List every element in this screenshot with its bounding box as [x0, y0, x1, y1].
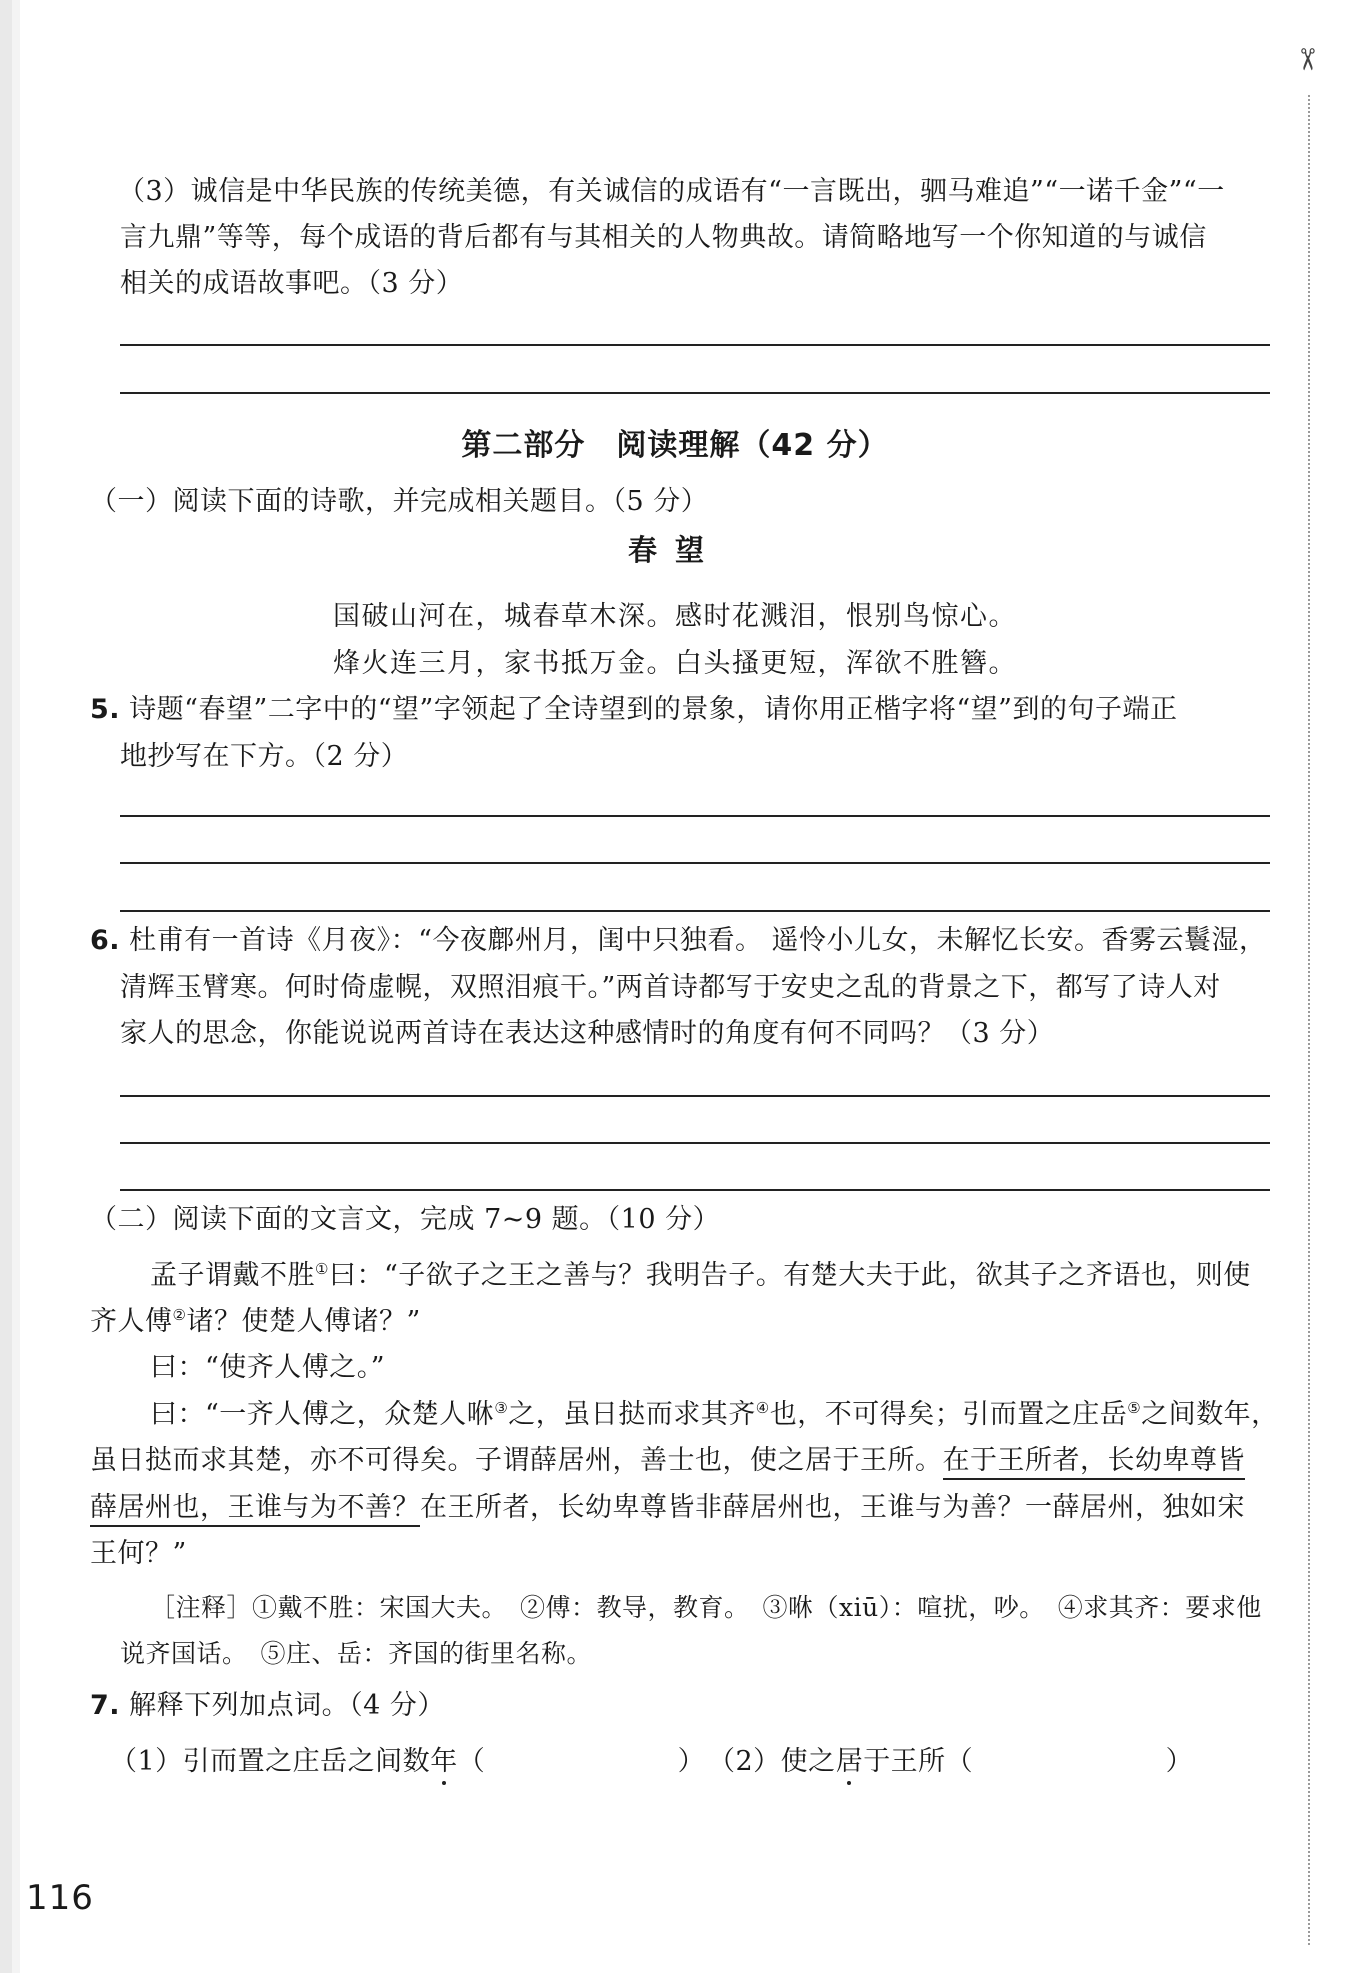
q6-line2: 清辉玉臂寒。何时倚虚幌，双照泪痕干。”两首诗都写于安史之乱的背景之下，都写了诗人对 — [120, 972, 1221, 1003]
q5-number: 5. — [90, 694, 121, 725]
q3-line1: （3）诚信是中华民族的传统美德，有关诚信的成语有“一言既出，驷马难追”“一诺千金”“一 — [118, 176, 1225, 207]
answer-line[interactable] — [120, 392, 1270, 394]
answer-line[interactable] — [120, 910, 1270, 912]
answer-line[interactable] — [120, 1095, 1270, 1097]
poem-line-1: 国破山河在，城春草木深。感时花溅泪，恨别鸟惊心。 — [333, 601, 1017, 632]
q7-line — [90, 1682, 1280, 1729]
emphasis-dot — [442, 1781, 446, 1785]
answer-line[interactable] — [120, 815, 1270, 817]
q7-item-2-text: （2）使之 — [708, 1746, 836, 1777]
q7-text: 解释下列加点词。（4 分） — [129, 1690, 445, 1721]
q7-number: 7. — [90, 1690, 121, 1721]
passage-text: 齐人傅 — [90, 1306, 173, 1337]
footnote-ref: ④ — [755, 1399, 770, 1417]
passage-text: 虽日挞而求其楚，亦不可得矣。子谓薛居州，善士也，使之居于王所。 — [90, 1445, 943, 1476]
passage-para-2: 曰：“使齐人傅之。” — [150, 1352, 386, 1383]
footnote-ref: ③ — [494, 1399, 509, 1417]
emphasis-dot — [847, 1781, 851, 1785]
footnote-ref: ① — [315, 1260, 329, 1278]
footnote-ref: ⑤ — [1127, 1399, 1142, 1417]
passage-text: 也，不可得矣；引而置之庄岳 — [769, 1399, 1128, 1430]
notes-line1: ［注释］①戴不胜：宋国大夫。 ②傅：教导，教育。 ③咻（xiū）：喧扰，吵。 ④求其齐：要求他 — [150, 1593, 1262, 1622]
answer-line[interactable] — [120, 862, 1270, 864]
answer-line[interactable] — [120, 1142, 1270, 1144]
q5-line2: 地抄写在下方。（2 分） — [120, 741, 409, 772]
q5-line1 — [90, 686, 1280, 733]
answer-line[interactable] — [120, 344, 1270, 346]
passage-para-1b — [90, 1298, 1280, 1345]
passage-para-3b — [90, 1437, 1280, 1484]
q7-item-2-blank[interactable]: 于王所（ ） — [863, 1746, 1194, 1777]
footnote-ref: ② — [172, 1306, 187, 1324]
page-binding-edge — [0, 0, 12, 1973]
passage-text: 曰：“一齐人傅之，众楚人咻 — [150, 1399, 495, 1430]
page-binding-shadow — [12, 0, 20, 1973]
q6-line3: 家人的思念，你能说说两首诗在表达这种感情时的角度有何不同吗？（3 分） — [120, 1018, 1055, 1049]
page-number: 116 — [26, 1878, 94, 1918]
q7-item-2[interactable] — [708, 1738, 1193, 1785]
passage-text: 在王所者，长幼卑尊皆非薛居州也，王谁与为善？一薛居州，独如宋 — [420, 1492, 1245, 1523]
answer-line[interactable] — [120, 1189, 1270, 1191]
q7-item-1-text: （1）引而置之庄岳之间数 — [110, 1746, 431, 1777]
q3-line2: 言九鼎”等等，每个成语的背后都有与其相关的人物典故。请简略地写一个你知道的与诚信 — [120, 222, 1207, 253]
passage-para-3c — [90, 1484, 1280, 1531]
q7-item-1-blank[interactable]: （ ） — [457, 1746, 706, 1777]
section-title: 第二部分 阅读理解（42 分） — [461, 428, 889, 463]
q6-line1 — [90, 917, 1280, 964]
passage-text: 曰：“子欲子之王之善与？我明告子。有楚大夫于此，欲其子之齐语也，则使 — [328, 1260, 1251, 1291]
passage-text: 孟子谓戴不胜 — [150, 1260, 315, 1291]
passage-para-3 — [150, 1391, 1280, 1438]
passage-para-3d: 王何？” — [90, 1538, 187, 1569]
notes-line2: 说齐国话。 ⑤庄、岳：齐国的街里名称。 — [120, 1639, 593, 1668]
passage-text: 诸？使楚人傅诸？” — [186, 1306, 421, 1337]
q7-item-1[interactable] — [110, 1738, 705, 1785]
part1-heading: （一）阅读下面的诗歌，并完成相关题目。（5 分） — [90, 486, 709, 517]
underlined-sentence: 薛居州也，王谁与为不善？ — [90, 1492, 420, 1527]
q6-number: 6. — [90, 925, 121, 956]
passage-text: 之间数年， — [1141, 1399, 1279, 1430]
poem-title: 春望 — [627, 533, 722, 567]
q6-text: 杜甫有一首诗《月夜》：“今夜鄜州月，闺中只独看。 遥怜小儿女，未解忆长安。香雾云鬟湿， — [129, 925, 1267, 956]
dotted-char: 年 — [430, 1746, 458, 1777]
scissors-icon: ✂ — [1289, 46, 1325, 73]
dotted-char: 居 — [836, 1746, 864, 1777]
part2-heading: （二）阅读下面的文言文，完成 7~9 题。（10 分） — [90, 1204, 721, 1235]
cut-dotted-line — [1308, 95, 1310, 1945]
poem-line-2: 烽火连三月，家书抵万金。白头搔更短，浑欲不胜簪。 — [333, 648, 1017, 679]
q3-line3: 相关的成语故事吧。（3 分） — [120, 268, 464, 299]
passage-text: 之，虽日挞而求其齐 — [508, 1399, 756, 1430]
q5-text: 诗题“春望”二字中的“望”字领起了全诗望到的景象，请你用正楷字将“望”到的句子端正 — [129, 694, 1178, 725]
passage-para-1 — [150, 1252, 1280, 1299]
underlined-sentence: 在于王所者，长幼卑尊皆 — [943, 1445, 1246, 1480]
